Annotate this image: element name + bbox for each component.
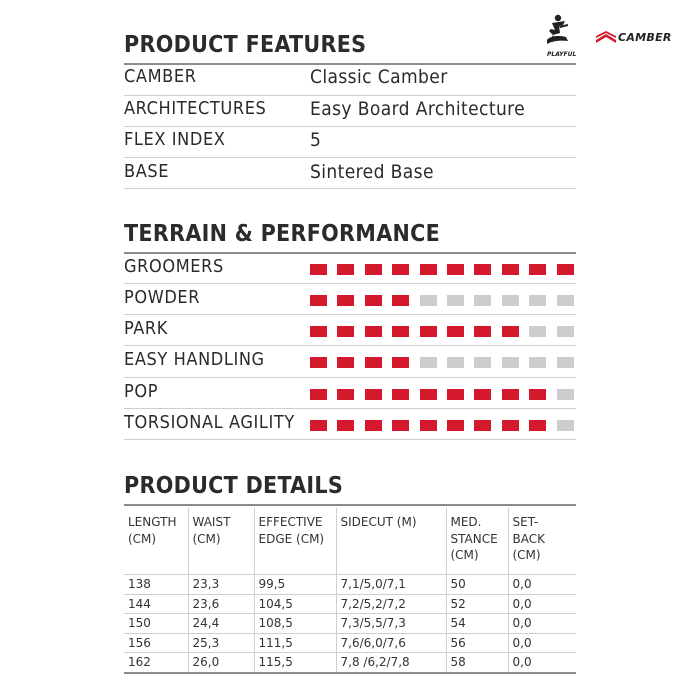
- cell-length: 138: [124, 575, 188, 595]
- cell-setback: 0,0: [508, 614, 576, 634]
- terrain-label-torsional-agility: TORSIONAL AGILITY: [124, 412, 295, 433]
- rating-square-filled: [420, 389, 437, 400]
- rating-square-filled: [365, 326, 382, 337]
- rating-square-filled: [310, 389, 327, 400]
- rating-square-filled: [365, 357, 382, 368]
- cell-effective-edge: 115,5: [254, 653, 336, 673]
- table-body: [124, 575, 576, 673]
- cell-sidecut: 7,1/5,0/7,1: [336, 575, 446, 595]
- cell-waist: 23,6: [188, 594, 254, 614]
- feature-label-camber: CAMBER: [124, 66, 197, 87]
- cell-sidecut: 7,8 /6,2/7,8: [336, 653, 446, 673]
- feature-label-base: BASE: [124, 161, 170, 182]
- product-details-title: PRODUCT DETAILS: [124, 473, 344, 499]
- rating-square-filled: [365, 389, 382, 400]
- cell-setback: 0,0: [508, 633, 576, 653]
- cell-effective-edge: 99,5: [254, 575, 336, 595]
- rating-square-filled: [392, 420, 409, 431]
- feature-value-flex: 5: [310, 129, 322, 151]
- cell-sidecut: 7,2/5,2/7,2: [336, 594, 446, 614]
- rating-square-filled: [337, 264, 354, 275]
- rating-square-empty: [529, 357, 546, 368]
- details-divider: [124, 504, 576, 506]
- table-row: [124, 633, 576, 653]
- rating-square-filled: [337, 357, 354, 368]
- rating-square-empty: [557, 326, 574, 337]
- camber-logo-text: CAMBER: [618, 31, 672, 44]
- rating-square-empty: [529, 326, 546, 337]
- cell-waist: 25,3: [188, 633, 254, 653]
- rating-square-filled: [474, 326, 491, 337]
- terrain-label-groomers: GROOMERS: [124, 256, 224, 277]
- rating-square-empty: [420, 357, 437, 368]
- cell-length: 150: [124, 614, 188, 634]
- rating-square-filled: [310, 357, 327, 368]
- row-divider: [124, 126, 576, 127]
- header-length: LENGTH (CM): [124, 508, 188, 575]
- row-divider: [124, 408, 576, 409]
- rating-square-empty: [529, 295, 546, 306]
- cell-setback: 0,0: [508, 653, 576, 673]
- rating-square-empty: [502, 295, 519, 306]
- rating-square-filled: [365, 420, 382, 431]
- row-divider: [124, 95, 576, 96]
- header-waist: WAIST (CM): [188, 508, 254, 575]
- rating-square-filled: [420, 264, 437, 275]
- cell-waist: 24,4: [188, 614, 254, 634]
- cell-waist: 23,3: [188, 575, 254, 595]
- cell-setback: 0,0: [508, 594, 576, 614]
- feature-label-architectures: ARCHITECTURES: [124, 98, 267, 119]
- camber-logo: [596, 30, 672, 46]
- rating-square-filled: [529, 264, 546, 275]
- terrain-performance-title: TERRAIN & PERFORMANCE: [124, 221, 441, 247]
- table-row: [124, 653, 576, 673]
- row-divider: [124, 345, 576, 346]
- rating-square-filled: [337, 389, 354, 400]
- header-effective-edge: EFFECTIVE EDGE (CM): [254, 508, 336, 575]
- rating-square-filled: [474, 389, 491, 400]
- header-sidecut: SIDECUT (M): [336, 508, 446, 575]
- row-divider: [124, 439, 576, 440]
- rating-square-filled: [502, 389, 519, 400]
- rating-square-filled: [310, 420, 327, 431]
- row-divider: [124, 377, 576, 378]
- rating-square-filled: [502, 420, 519, 431]
- rating-square-filled: [447, 420, 464, 431]
- cell-effective-edge: 104,5: [254, 594, 336, 614]
- cell-effective-edge: 108,5: [254, 614, 336, 634]
- playful-rider-logo: [538, 14, 578, 60]
- rating-square-empty: [420, 295, 437, 306]
- rating-square-filled: [529, 389, 546, 400]
- table-row: [124, 614, 576, 634]
- rating-square-filled: [392, 389, 409, 400]
- rating-square-filled: [392, 357, 409, 368]
- header-med-stance: MED. STANCE (CM): [446, 508, 508, 575]
- cell-med-stance: 54: [446, 614, 508, 634]
- rating-square-empty: [557, 389, 574, 400]
- rating-square-filled: [529, 420, 546, 431]
- header-setback: SET- BACK (CM): [508, 508, 576, 575]
- product-features-title: PRODUCT FEATURES: [124, 32, 367, 58]
- rating-square-filled: [447, 389, 464, 400]
- rating-square-empty: [474, 295, 491, 306]
- terrain-label-easy-handling: EASY HANDLING: [124, 349, 265, 370]
- rating-square-filled: [420, 326, 437, 337]
- rating-square-empty: [557, 295, 574, 306]
- rating-square-filled: [447, 264, 464, 275]
- rating-square-filled: [474, 264, 491, 275]
- camber-chevron-icon: [596, 31, 616, 45]
- terrain-divider: [124, 252, 576, 254]
- feature-label-flex: FLEX INDEX: [124, 129, 226, 150]
- cell-med-stance: 50: [446, 575, 508, 595]
- cell-waist: 26,0: [188, 653, 254, 673]
- rating-square-empty: [557, 357, 574, 368]
- row-divider: [124, 314, 576, 315]
- cell-med-stance: 52: [446, 594, 508, 614]
- rating-square-empty: [502, 357, 519, 368]
- rating-square-empty: [557, 420, 574, 431]
- rating-square-filled: [337, 326, 354, 337]
- cell-med-stance: 56: [446, 633, 508, 653]
- cell-length: 144: [124, 594, 188, 614]
- rating-square-filled: [337, 420, 354, 431]
- cell-sidecut: 7,6/6,0/7,6: [336, 633, 446, 653]
- cell-setback: 0,0: [508, 575, 576, 595]
- rating-square-filled: [502, 264, 519, 275]
- rating-square-filled: [474, 420, 491, 431]
- row-divider: [124, 157, 576, 158]
- cell-med-stance: 58: [446, 653, 508, 673]
- rating-square-filled: [392, 295, 409, 306]
- cell-length: 162: [124, 653, 188, 673]
- rating-square-filled: [447, 326, 464, 337]
- table-row: [124, 575, 576, 595]
- feature-value-camber: Classic Camber: [310, 66, 448, 88]
- row-divider: [124, 188, 576, 189]
- feature-value-architectures: Easy Board Architecture: [310, 98, 526, 120]
- features-divider: [124, 63, 576, 65]
- playful-logo-text: PLAYFUL: [547, 51, 577, 58]
- rating-square-filled: [365, 264, 382, 275]
- rating-square-filled: [310, 326, 327, 337]
- rating-square-filled: [557, 264, 574, 275]
- table-row: [124, 594, 576, 614]
- rating-square-empty: [447, 295, 464, 306]
- product-details-table: [124, 508, 576, 674]
- rating-square-filled: [392, 264, 409, 275]
- cell-sidecut: 7,3/5,5/7,3: [336, 614, 446, 634]
- cell-length: 156: [124, 633, 188, 653]
- feature-value-base: Sintered Base: [310, 161, 434, 183]
- row-divider: [124, 283, 576, 284]
- rating-square-filled: [337, 295, 354, 306]
- terrain-label-pop: POP: [124, 381, 159, 402]
- rating-square-empty: [474, 357, 491, 368]
- rating-square-filled: [392, 326, 409, 337]
- rating-square-filled: [502, 326, 519, 337]
- cell-effective-edge: 111,5: [254, 633, 336, 653]
- terrain-label-powder: POWDER: [124, 287, 201, 308]
- table-header-row: [124, 508, 576, 575]
- rating-square-filled: [310, 295, 327, 306]
- rating-square-empty: [447, 357, 464, 368]
- rating-square-filled: [365, 295, 382, 306]
- rating-square-filled: [310, 264, 327, 275]
- rating-square-filled: [420, 420, 437, 431]
- snowboarder-icon: [538, 14, 578, 52]
- terrain-label-park: PARK: [124, 318, 168, 339]
